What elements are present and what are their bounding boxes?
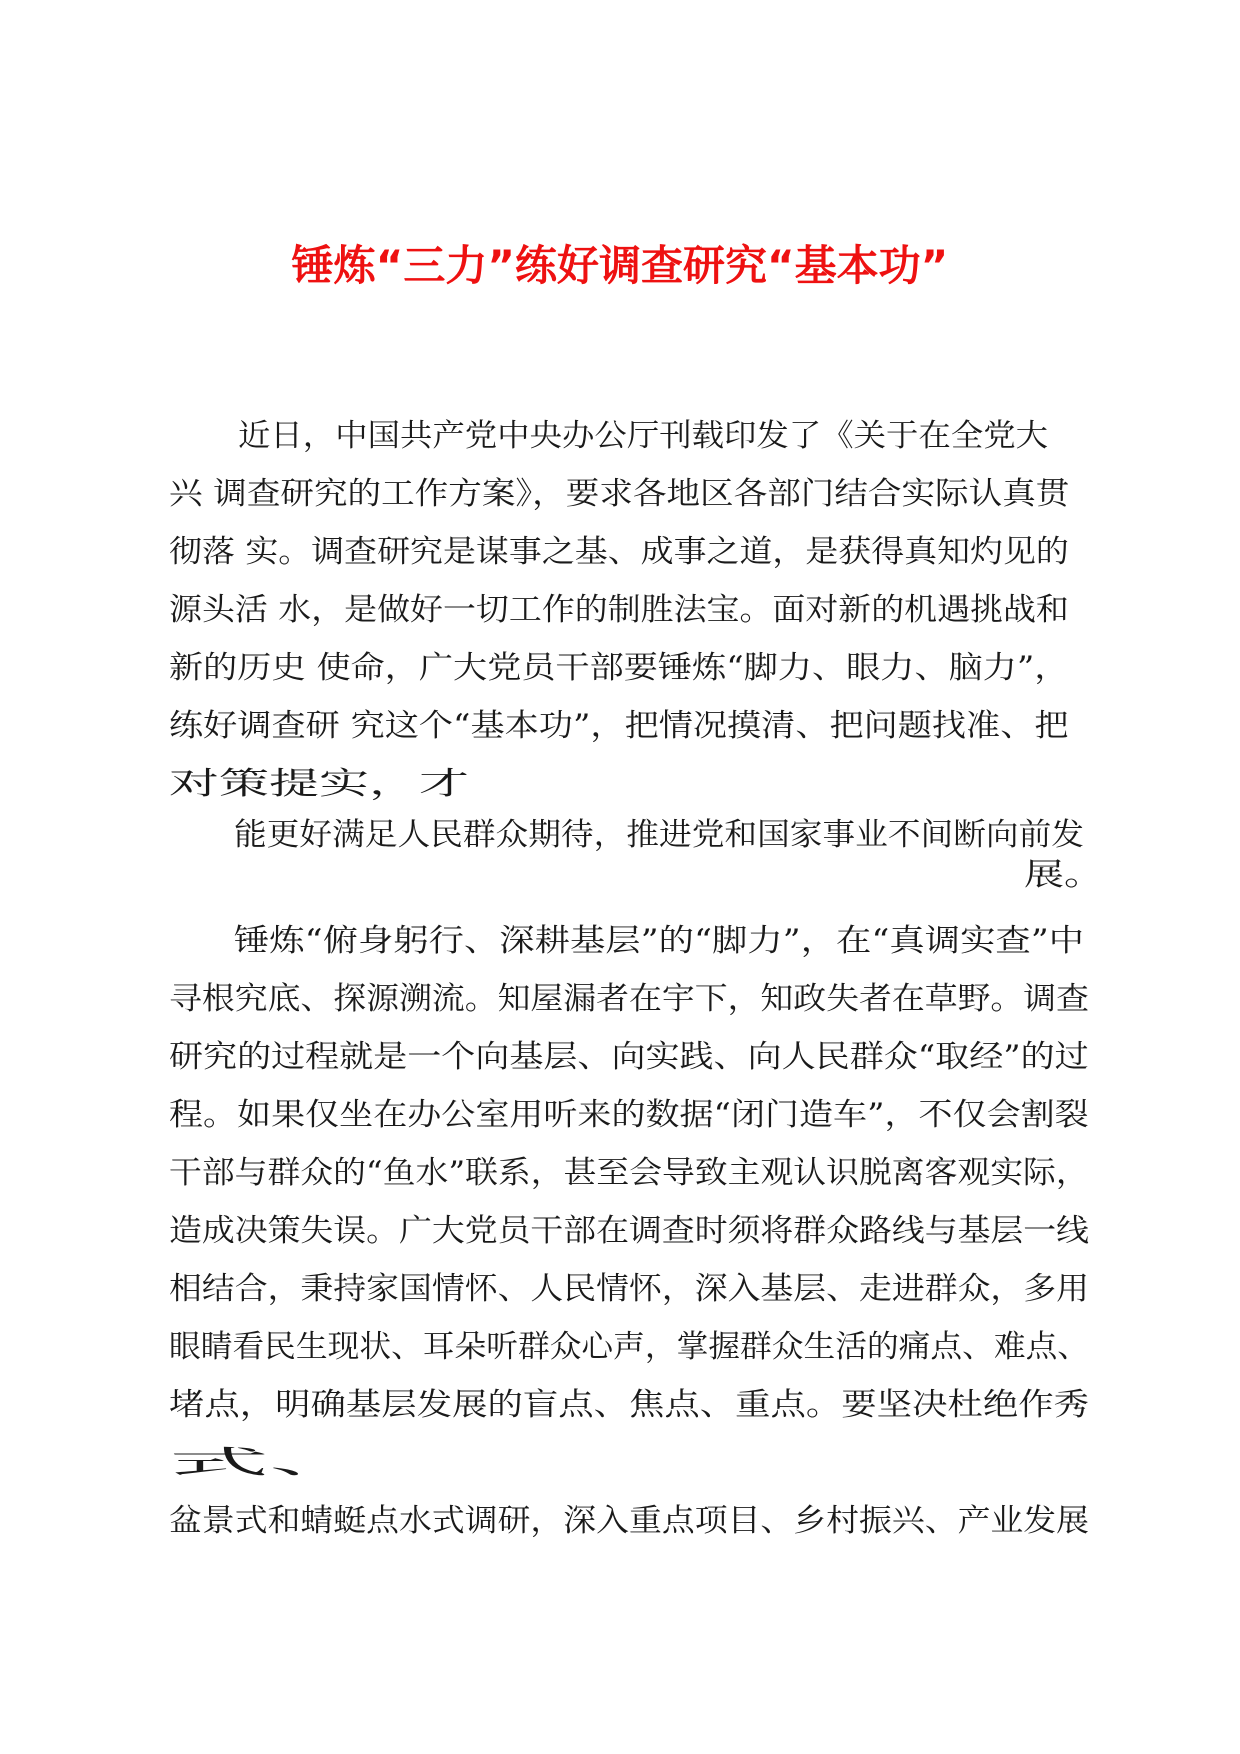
paragraph-1-line-4: 源头活 水，是做好一切工作的制胜法宝。面对新的机遇挑战和 bbox=[169, 592, 1069, 628]
paragraph-1-line-2: 兴 调查研究的工作方案》，要求各地区各部门结合实际认真贯 bbox=[169, 476, 1070, 512]
paragraph-3-line-8: 眼睛看民生现状、耳朵听群众心声，掌握群众生活的痛点、难点、 bbox=[169, 1329, 1090, 1365]
paragraph-1-line-1: 近日，中国共产党中央办公厅刊载印发了《关于在全党大 bbox=[238, 418, 1049, 454]
paragraph-3-line-9: 堵点，明确基层发展的盲点、焦点、重点。要坚决杜绝作秀 bbox=[169, 1387, 1089, 1423]
paragraph-1-line-3: 彻落 实。调查研究是谋事之基、成事之道，是获得真知灼见的 bbox=[169, 534, 1069, 570]
paragraph-2-line-2: 展。 bbox=[1024, 857, 1104, 893]
paragraph-3-line-10: 式、 bbox=[169, 1445, 369, 1481]
paragraph-3-line-6: 造成决策失误。广大党员干部在调查时须将群众路线与基层一线 bbox=[169, 1213, 1089, 1249]
paragraph-3-line-4: 程。如果仅坐在办公室用听来的数据“闭门造车”，不仅会割裂 bbox=[169, 1097, 1089, 1133]
paragraph-1-line-5: 新的历史 使命，广大党员干部要锤炼“脚力、眼力、脑力”， bbox=[169, 650, 1069, 686]
paragraph-1-line-7: 对策提实，才 bbox=[169, 766, 469, 802]
paragraph-2-line-1: 能更好满足人民群众期待，推进党和国家事业不间断向前发 bbox=[234, 817, 1085, 853]
paragraph-3-line-3: 研究的过程就是一个向基层、向实践、向人民群众“取经”的过 bbox=[169, 1039, 1089, 1075]
paragraph-3-line-2: 寻根究底、探源溯流。知屋漏者在宇下，知政失者在草野。调查 bbox=[169, 981, 1089, 1017]
paragraph-3-line-11: 盆景式和蜻蜓点水式调研，深入重点项目、乡村振兴、产业发展 bbox=[169, 1503, 1089, 1539]
document-title: 锤炼“三力”练好调查研究“基本功” bbox=[291, 241, 949, 290]
paragraph-3-line-1: 锤炼“俯身躬行、深耕基层”的“脚力”，在“真调实查”中 bbox=[234, 923, 1085, 959]
paragraph-1-line-6: 练好调查研 究这个“基本功”，把情况摸清、把问题找准、把 bbox=[169, 708, 1069, 744]
paragraph-3-line-5: 干部与群众的“鱼水”联系，甚至会导致主观认识脱离客观实际， bbox=[169, 1155, 1089, 1191]
paragraph-3-line-7: 相结合，秉持家国情怀、人民情怀，深入基层、走进群众，多用 bbox=[169, 1271, 1089, 1307]
